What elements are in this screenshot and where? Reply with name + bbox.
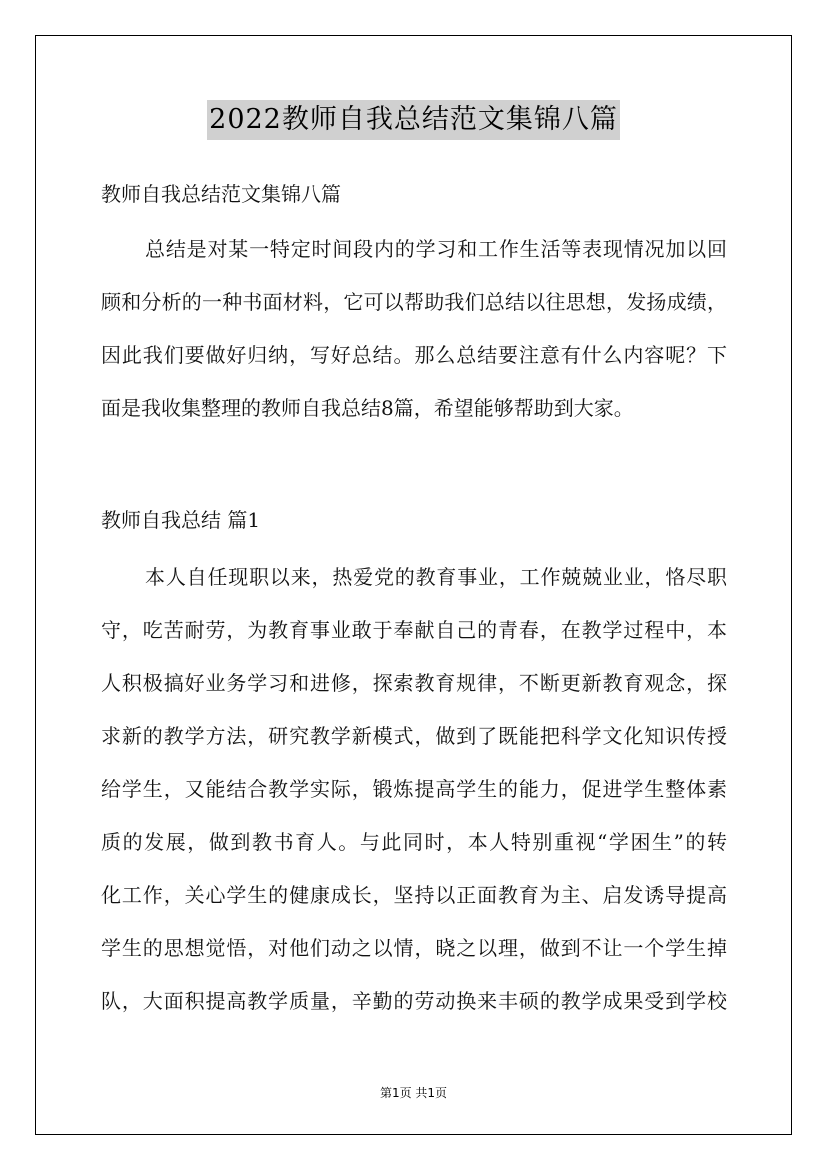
- intro-line: 面是我收集整理的教师自我总结8篇，希望能够帮助到大家。: [101, 396, 634, 420]
- body-line: 给学生，又能结合教学实际，锻炼提高学生的能力，促进学生整体素: [101, 777, 727, 801]
- body-line: 质的发展，做到教书育人。与此同时，本人特别重视“学困生”的转: [101, 830, 727, 854]
- intro-line: 顾和分析的一种书面材料，它可以帮助我们总结以往思想，发扬成绩，: [101, 290, 727, 314]
- page-footer: 第1页 共1页: [379, 1086, 448, 1100]
- body-line: 人积极搞好业务学习和进修，探索教育规律，不断更新教育观念，探: [101, 671, 727, 695]
- intro-line: 因此我们要做好归纳，写好总结。那么总结要注意有什么内容呢？下: [101, 343, 727, 367]
- section-heading: 教师自我总结 篇1: [101, 508, 261, 532]
- body-line: 本人自任现职以来，热爱党的教育事业，工作兢兢业业，恪尽职: [145, 565, 727, 589]
- document-subtitle: 教师自我总结范文集锦八篇: [101, 182, 341, 206]
- title-container: [0, 100, 827, 140]
- document-title: 2022教师自我总结范文集锦八篇: [207, 100, 620, 140]
- body-line: 化工作，关心学生的健康成长，坚持以正面教育为主、启发诱导提高: [101, 883, 727, 907]
- body-line: 队，大面积提高教学质量，辛勤的劳动换来丰硕的教学成果受到学校: [101, 989, 727, 1013]
- body-line: 学生的思想觉悟，对他们动之以情，晓之以理，做到不让一个学生掉: [101, 936, 727, 960]
- body-line: 求新的教学方法，研究教学新模式，做到了既能把科学文化知识传授: [101, 724, 727, 748]
- body-line: 守，吃苦耐劳，为教育事业敢于奉献自己的青春，在教学过程中，本: [101, 618, 727, 642]
- intro-line: 总结是对某一特定时间段内的学习和工作生活等表现情况加以回: [145, 237, 727, 261]
